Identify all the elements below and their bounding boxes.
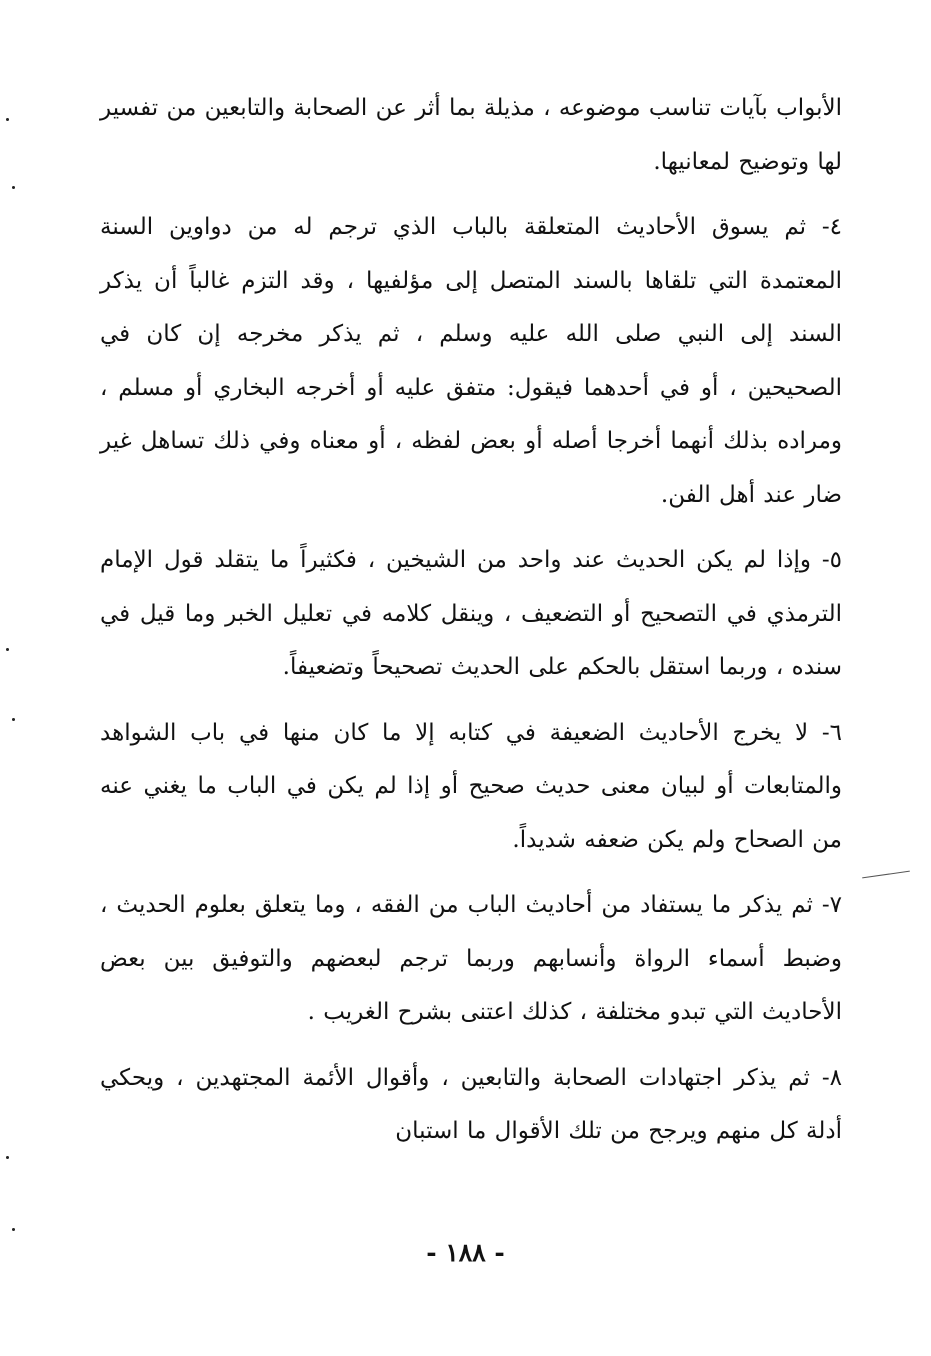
paragraph-item-6: ٦- لا يخرج الأحاديث الضعيفة في كتابه إلا ما كان منها في باب الشواهد والمتابعات أو لبيان معنى حديث صحيح أو إذا لم يكن في الباب ما يغني عنه من الصحاح ولم يكن ضعفه شديداً. [100,719,842,853]
scan-speck [6,118,9,121]
paragraph-item-5: ٥- وإذا لم يكن الحديث عند واحد من الشيخين ، فكثيراً ما يتقلد قول الإمام الترمذي في التصحيح أو التضعيف ، وينقل كلامه في تعليل الخبر وما قيل في سنده ، وربما استقل بالحكم على الحديث تصحيحاً وتضعيفاً. [100,547,842,680]
scan-speck [6,648,9,651]
paragraph-item-4: ٤- ثم يسوق الأحاديث المتعلقة بالباب الذي ترجم له من دواوين السنة المعتمدة التي تلقاها بالسند المتصل إلى مؤلفيها ، وقد التزم غالباً أن يذكر السند إلى النبي صلى الله عليه وسلم ، ثم يذكر مخرجه إن كان في الصحيحين ، أو في أحدهما فيقول: متفق عليه أو أخرجه البخاري أو مسلم ، ومراده بذلك أنهما أخرجا أصله أو بعض لفظه ، أو معناه وفي ذلك تساهل غير ضار عند أهل الفن. [100,214,842,508]
page-number: - ١٨٨ - [426,1238,505,1267]
scan-speck [12,186,15,189]
paragraph-item-7: ٧- ثم يذكر ما يستفاد من أحاديث الباب من الفقه ، وما يتعلق بعلوم الحديث ، وضبط أسماء الرواة وأنسابهم وربما ترجم لبعضهم والتوفيق بين بعض الأحاديث التي تبدو مختلفة ، كذلك اعتنى بشرح الغريب . [100,892,842,1025]
scan-speck [12,718,15,721]
paragraph-continuation: الأبواب بآيات تناسب موضوعه ، مذيلة بما أثر عن الصحابة والتابعين من تفسير لها وتوضيح لمعانيها. [100,95,842,175]
body-text [100,82,842,1159]
scan-speck [6,1156,9,1159]
paragraph-item-8: ٨- ثم يذكر اجتهادات الصحابة والتابعين ، وأقوال الأئمة المجتهدين ، ويحكي أدلة كل منهم ويرجح من تلك الأقوال ما استبان [100,1064,842,1144]
scan-scratch [862,871,910,879]
scan-speck [12,1228,15,1231]
